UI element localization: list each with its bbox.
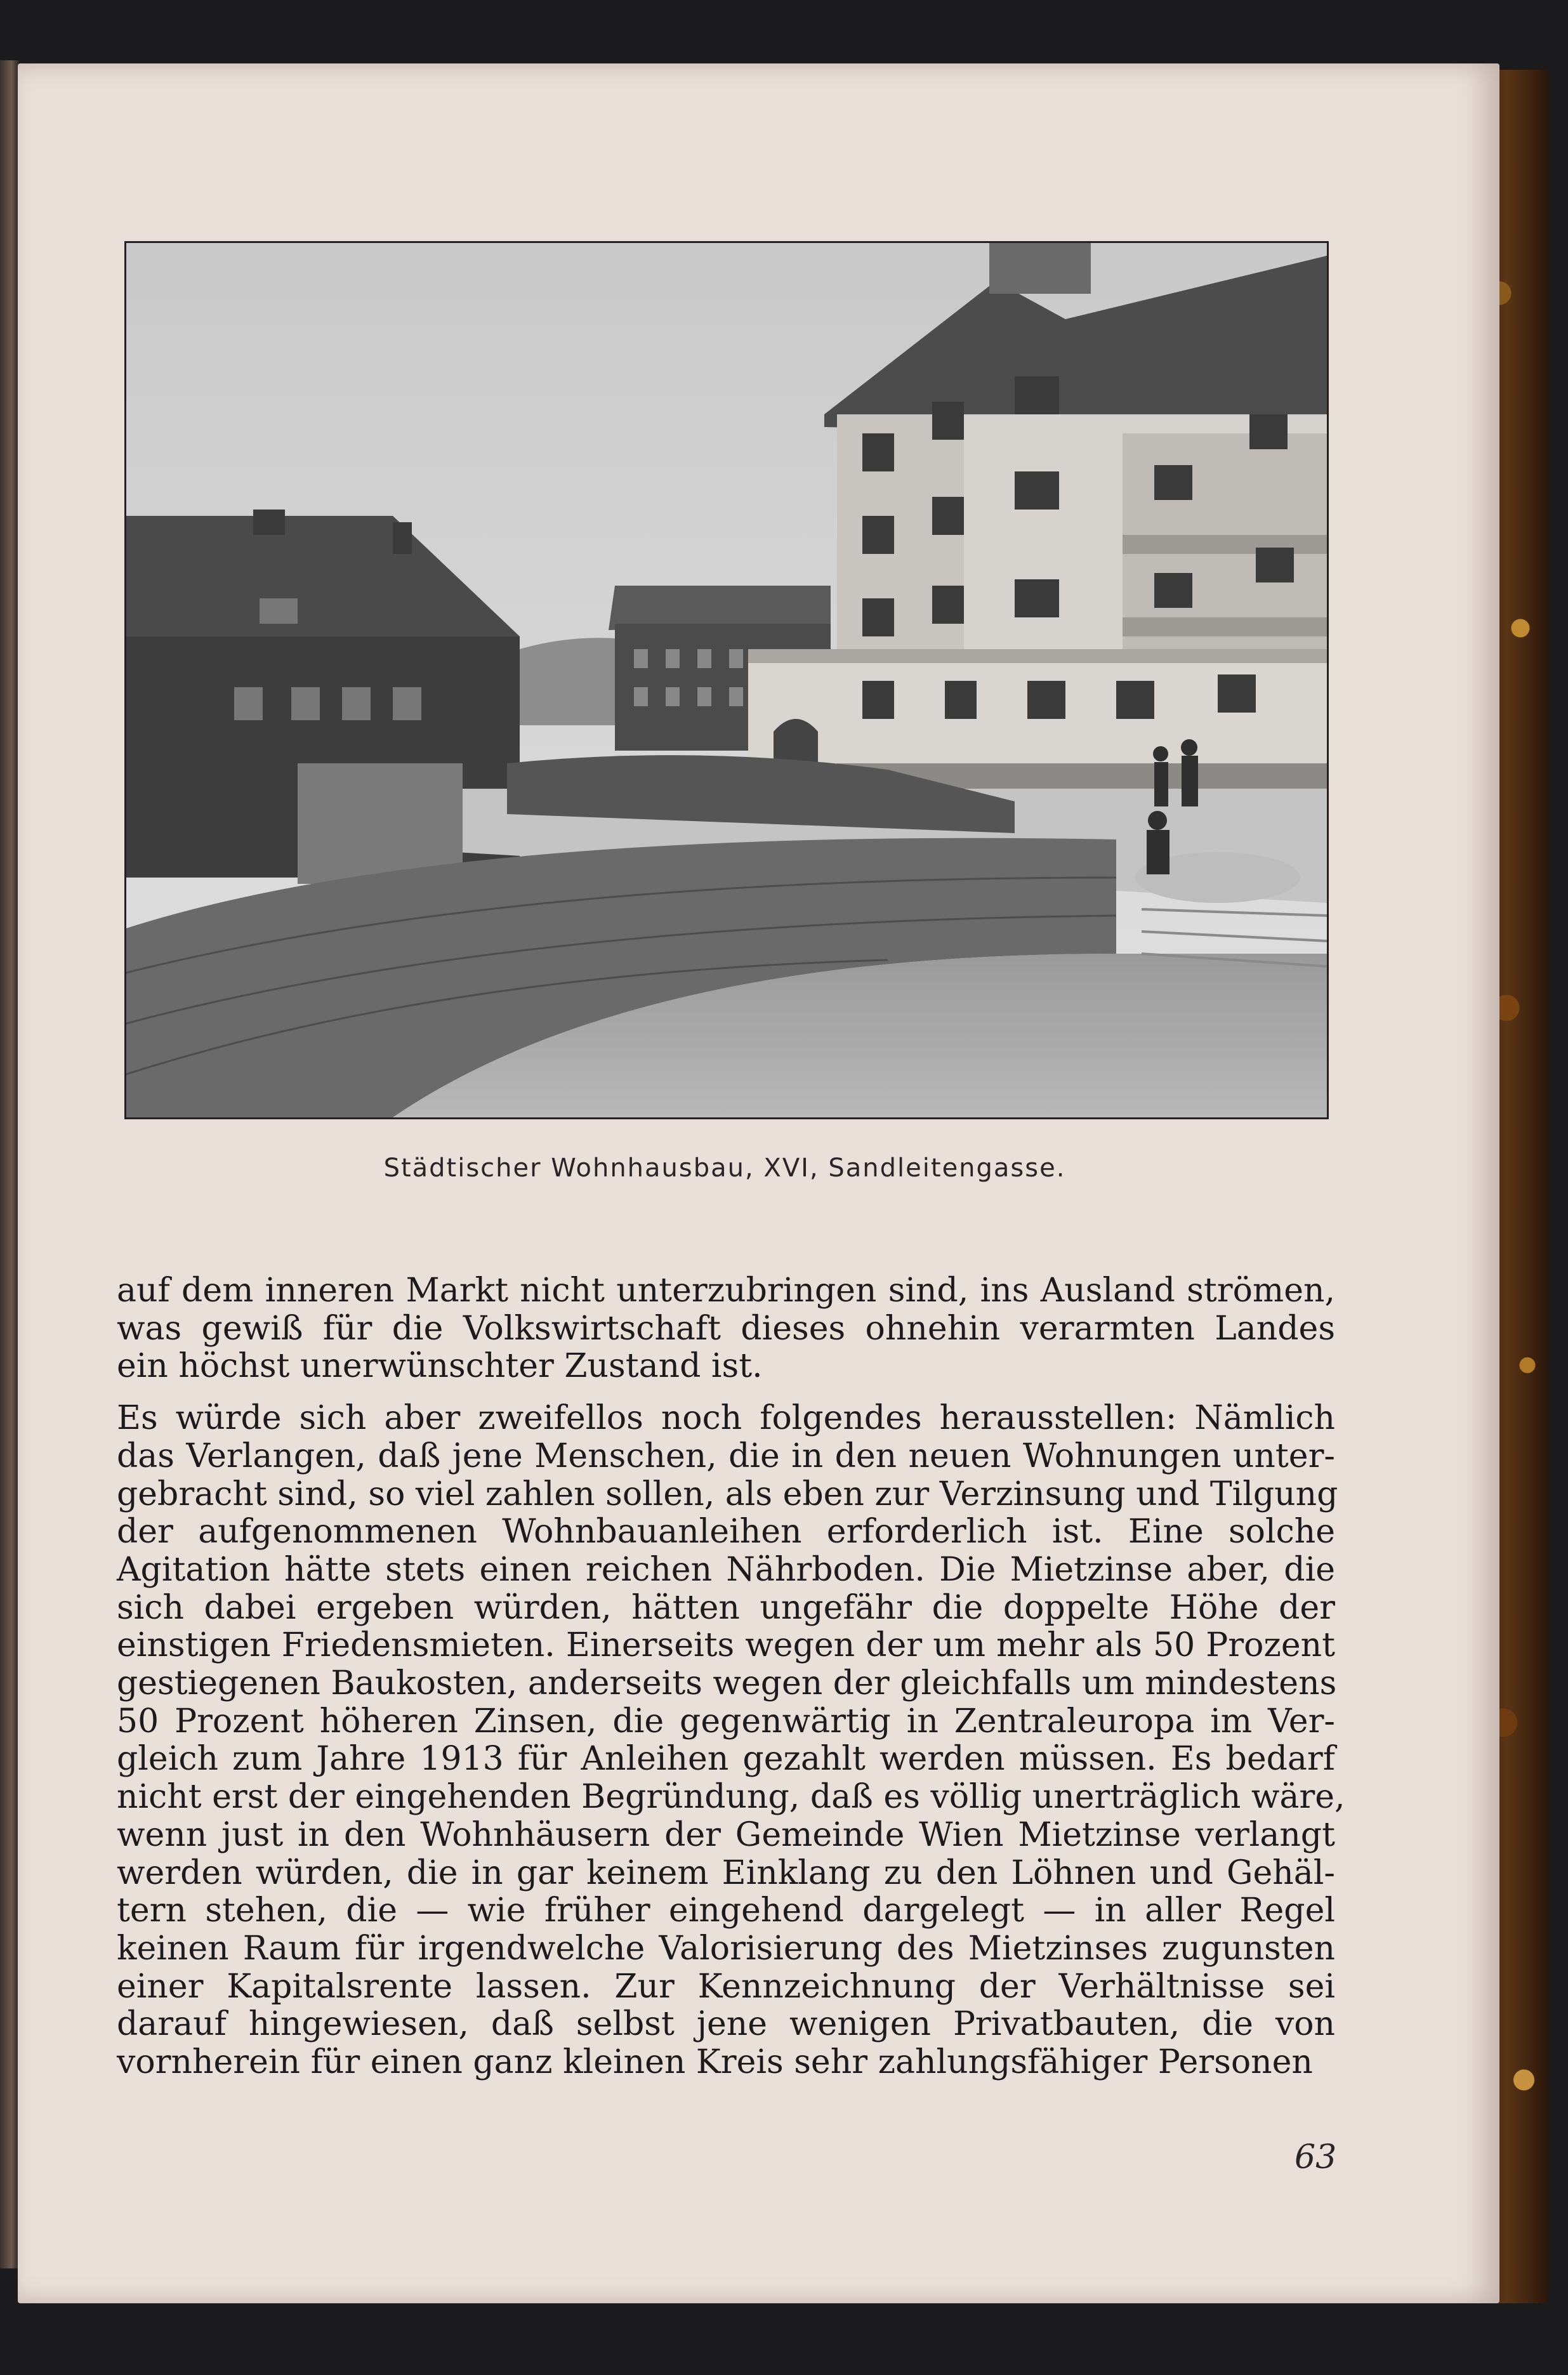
text-line: gestiegenen Baukosten, anderseits wegen der gleichfalls um mindestens xyxy=(117,1664,1337,1703)
text-line: gleich zum Jahre 1913 für Anleihen gezahlt werden müssen. Es bedarf xyxy=(117,1740,1335,1779)
text-line: einer Kapitalsrente lassen. Zur Kennzeichnung der Verhältnisse sei xyxy=(117,1967,1335,2006)
text-line: darauf hingewiesen, daß selbst jene wenigen Privatbauten, die von xyxy=(117,2005,1335,2044)
text-line: der aufgenommenen Wohnbauanleihen erforderlich ist. Eine solche xyxy=(117,1513,1335,1551)
text-line: wenn just in den Wohnhäusern der Gemeinde Wien Mietzinse verlangt xyxy=(117,1815,1335,1854)
text-line: tern stehen, die — wie früher eingehend dargelegt — in aller Regel xyxy=(117,1891,1335,1930)
page-number: 63 xyxy=(1295,2138,1337,2176)
text-line: sich dabei ergeben würden, hätten ungefähr die doppelte Höhe der xyxy=(117,1588,1335,1627)
left-page-edge xyxy=(0,60,19,2268)
text-line: Agitation hätte stets einen reichen Nährboden. Die Mietzinse aber, die xyxy=(117,1550,1335,1589)
text-line: nicht erst der eingehenden Begründung, daß es völlig unerträglich wäre, xyxy=(117,1778,1345,1817)
text-line: das Verlangen, daß jene Menschen, die in den neuen Wohnungen unter- xyxy=(117,1437,1335,1475)
text-line: keinen Raum für irgendwelche Valorisierung des Mietzinses zugunsten xyxy=(117,1929,1335,1968)
body-text xyxy=(117,1272,1345,2082)
building-photograph xyxy=(124,241,1329,1119)
text-line: werden würden, die in gar keinem Einklang zu den Löhnen und Gehäl- xyxy=(117,1853,1335,1892)
figure-caption: Städtischer Wohnhausbau, XVI, Sandleitengasse. xyxy=(383,1154,1066,1183)
paragraph-2 xyxy=(117,1399,1345,2082)
paragraph-1 xyxy=(117,1272,1335,1386)
text-line: Es würde sich aber zweifellos noch folgendes herausstellen: Nämlich xyxy=(117,1399,1335,1438)
book-page xyxy=(18,63,1499,2303)
text-line: vornherein für einen ganz kleinen Kreis sehr zahlungsfähiger Personen xyxy=(117,2043,1313,2082)
text-line: einstigen Friedensmieten. Einerseits wegen der um mehr als 50 Prozent xyxy=(117,1626,1335,1665)
text-line: 50 Prozent höheren Zinsen, die gegenwärtig in Zentraleuropa im Ver- xyxy=(117,1702,1335,1740)
text-line: was gewiß für die Volkswirtschaft dieses ohnehin verarmten Landes xyxy=(117,1309,1335,1348)
text-line: auf dem inneren Markt nicht unterzubringen sind, ins Ausland strömen, xyxy=(117,1272,1335,1310)
text-line: gebracht sind, so viel zahlen sollen, als eben zur Verzinsung und Tilgung xyxy=(117,1475,1338,1513)
text-line: ein höchst unerwünschter Zustand ist. xyxy=(117,1347,763,1386)
